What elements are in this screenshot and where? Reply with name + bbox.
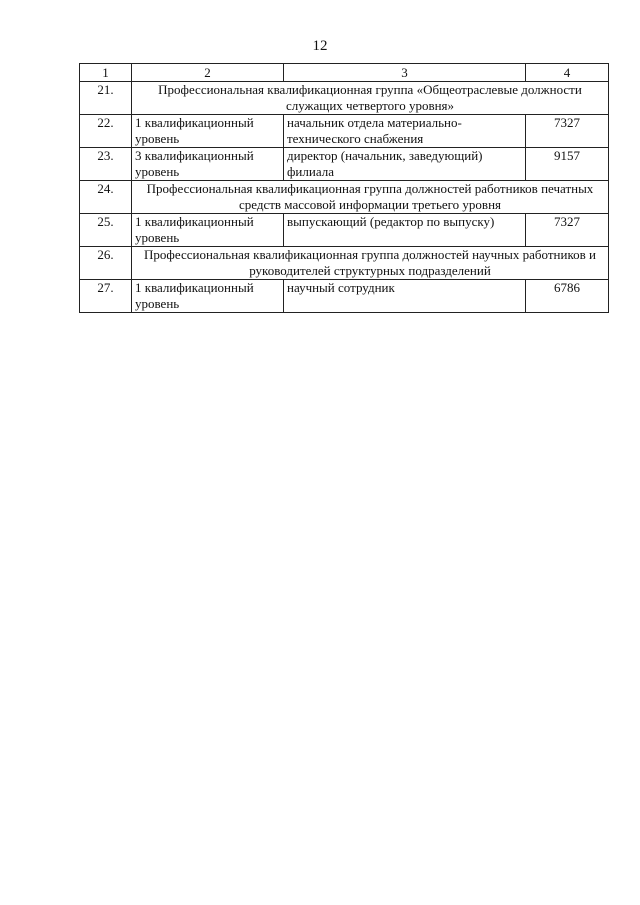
- header-cell-3: 3: [284, 64, 526, 82]
- salary-value: 7327: [526, 214, 609, 247]
- table-row: [80, 148, 609, 181]
- qualification-level: 1 квалификационный уровень: [132, 280, 284, 313]
- row-number: 23.: [80, 148, 132, 181]
- salary-value: 6786: [526, 280, 609, 313]
- row-number: 22.: [80, 115, 132, 148]
- table-row-group: [80, 82, 609, 115]
- position-name: директор (начальник, заведующий) филиала: [284, 148, 526, 181]
- row-number: 25.: [80, 214, 132, 247]
- qualification-level: 1 квалификационный уровень: [132, 115, 284, 148]
- group-title: Профессиональная квалификационная группа должностей работников печатных средств массовой информации третьего уровня: [132, 181, 609, 214]
- header-cell-2: 2: [132, 64, 284, 82]
- row-number: 21.: [80, 82, 132, 115]
- table-row: [80, 115, 609, 148]
- group-title: Профессиональная квалификационная группа «Общеотраслевые должности служащих четвертого уровня»: [132, 82, 609, 115]
- position-name: выпускающий (редактор по выпуску): [284, 214, 526, 247]
- qualification-table: [79, 63, 609, 313]
- header-cell-1: 1: [80, 64, 132, 82]
- row-number: 27.: [80, 280, 132, 313]
- table-header-row: [80, 64, 609, 82]
- row-number: 24.: [80, 181, 132, 214]
- page-number: 12: [312, 38, 328, 54]
- header-cell-4: 4: [526, 64, 609, 82]
- table-row-group: [80, 247, 609, 280]
- row-number: 26.: [80, 247, 132, 280]
- position-name: начальник отдела материально-технического снабжения: [284, 115, 526, 148]
- position-name: научный сотрудник: [284, 280, 526, 313]
- salary-value: 9157: [526, 148, 609, 181]
- qualification-level: 1 квалификационный уровень: [132, 214, 284, 247]
- qualification-level: 3 квалификационный уровень: [132, 148, 284, 181]
- salary-value: 7327: [526, 115, 609, 148]
- group-title: Профессиональная квалификационная группа должностей научных работников и руководителей структурных подразделений: [132, 247, 609, 280]
- table-row-group: [80, 181, 609, 214]
- table-row: [80, 280, 609, 313]
- table-row: [80, 214, 609, 247]
